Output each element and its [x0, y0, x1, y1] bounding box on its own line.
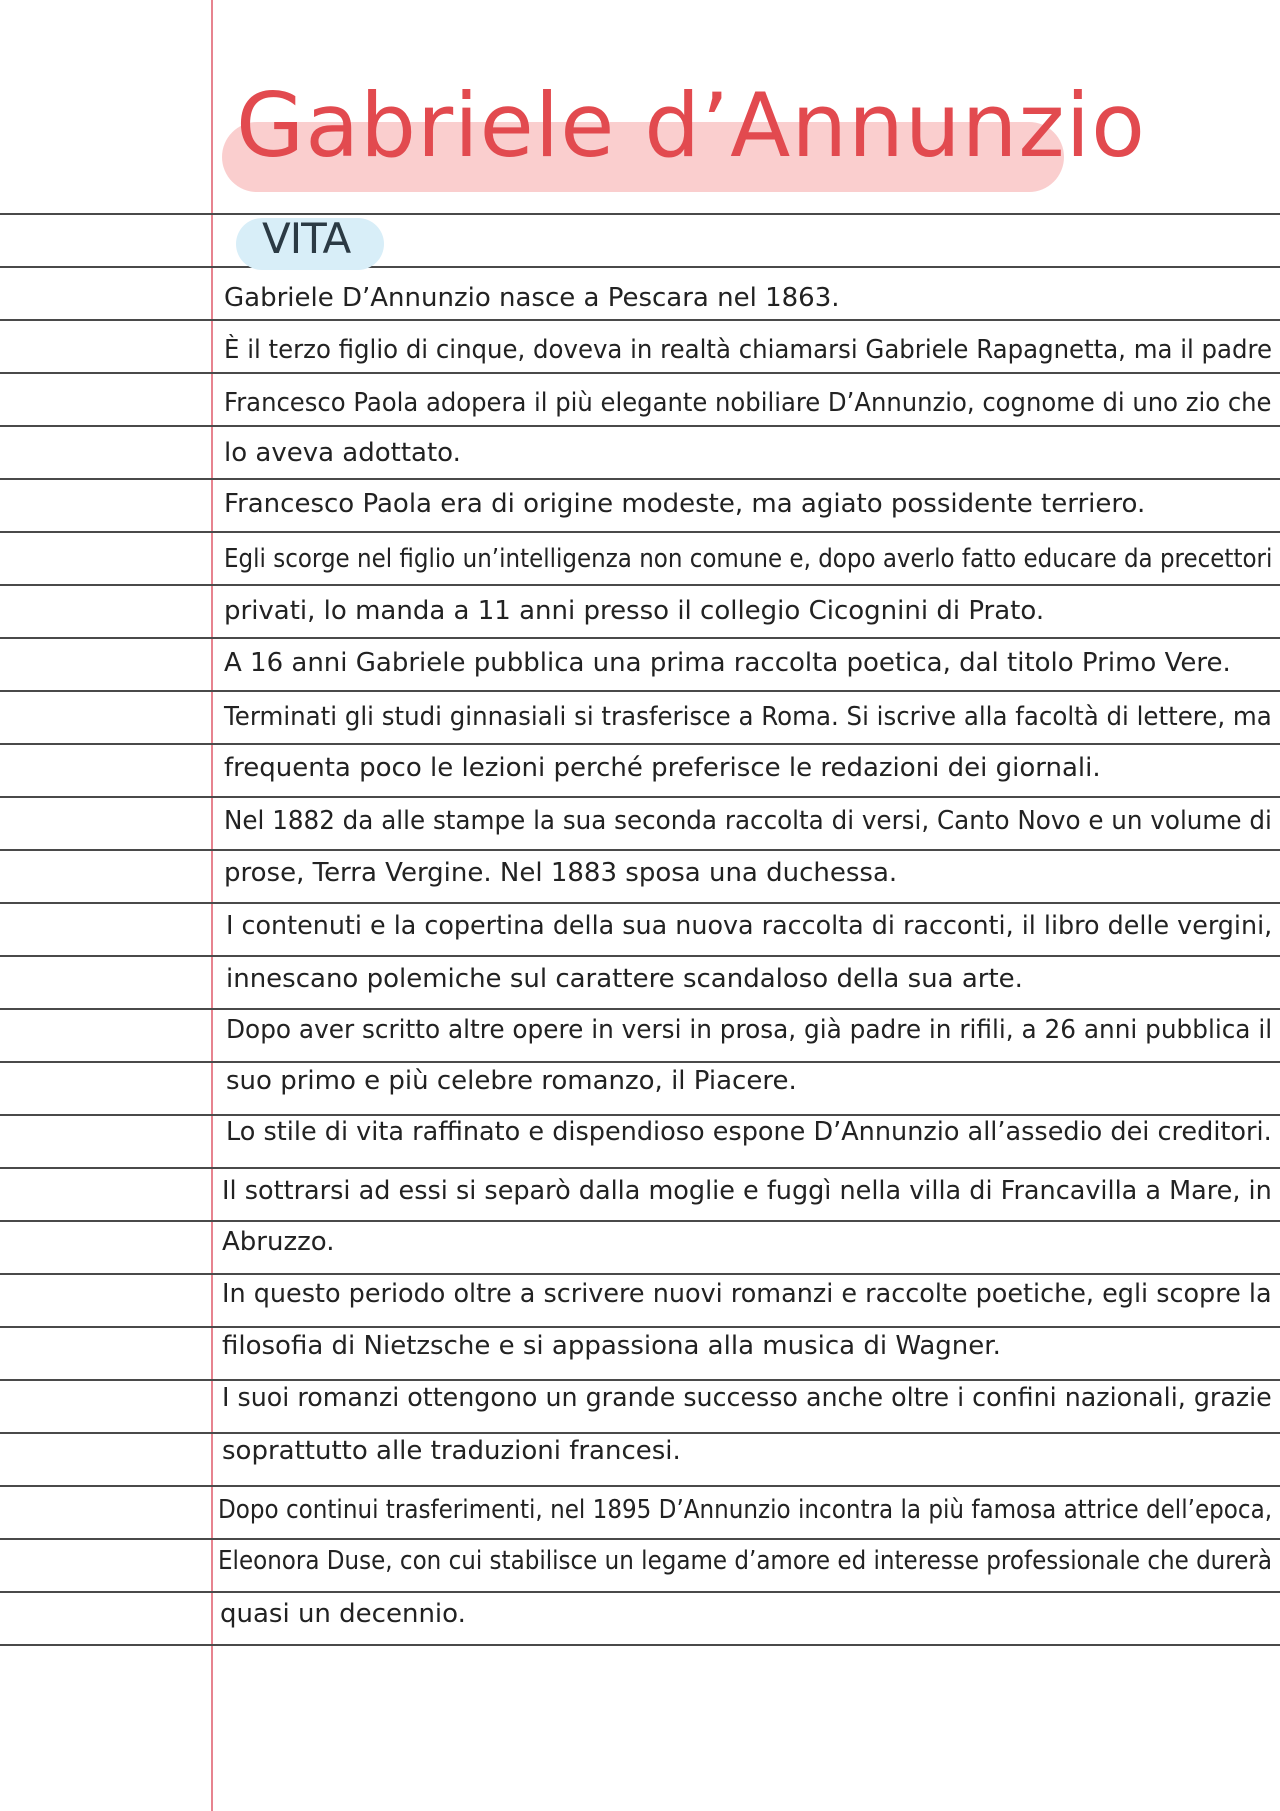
ruled-line [0, 1432, 1280, 1434]
ruled-line [0, 1273, 1280, 1275]
ruled-line [0, 584, 1280, 586]
text-line: Eleonora Duse, con cui stabilisce un legame d’amore ed interesse professionale che durerà [218, 1546, 1272, 1576]
ruled-line [0, 531, 1280, 533]
text-line: I suoi romanzi ottengono un grande successo anche oltre i confini nazionali, grazie [222, 1383, 1272, 1413]
text-line: filosofia di Nietzsche e si appassiona alla musica di Wagner. [222, 1331, 1001, 1361]
text-line: I contenuti e la copertina della sua nuova raccolta di racconti, il libro delle vergini, [226, 911, 1273, 941]
text-line: Nel 1882 da alle stampe la sua seconda raccolta di versi, Canto Novo e un volume di [224, 806, 1272, 836]
ruled-line [0, 425, 1280, 427]
ruled-line [0, 955, 1280, 957]
text-line: È il terzo figlio di cinque, doveva in realtà chiamarsi Gabriele Rapagnetta, ma il padre [224, 335, 1273, 365]
text-line: Francesco Paola era di origine modeste, ma agiato possidente terriero. [224, 489, 1146, 519]
ruled-line [0, 1326, 1280, 1328]
page-title: Gabriele d’Annunzio [236, 74, 1146, 177]
ruled-line [0, 1061, 1280, 1063]
ruled-line [0, 1008, 1280, 1010]
text-line: suo primo e più celebre romanzo, il Piacere. [226, 1066, 797, 1096]
section-heading: VITA [262, 214, 351, 263]
text-line: Terminati gli studi ginnasiali si trasferisce a Roma. Si iscrive alla facoltà di lettere, ma [224, 702, 1272, 732]
text-line: soprattutto alle traduzioni francesi. [222, 1436, 681, 1466]
text-line: Il sottrarsi ad essi si separò dalla moglie e fuggì nella villa di Francavilla a Mare, in [222, 1176, 1272, 1206]
ruled-line [0, 637, 1280, 639]
ruled-line [0, 1591, 1280, 1593]
title-block [222, 74, 1146, 200]
text-line: privati, lo manda a 11 anni presso il collegio Cicognini di Prato. [224, 596, 1045, 626]
text-line: Abruzzo. [222, 1227, 335, 1257]
text-line: innescano polemiche sul carattere scandaloso della sua arte. [226, 964, 1023, 994]
text-line: quasi un decennio. [220, 1599, 466, 1629]
ruled-line [0, 743, 1280, 745]
ruled-line [0, 1485, 1280, 1487]
ruled-line [0, 478, 1280, 480]
ruled-line [0, 213, 1280, 215]
text-line: prose, Terra Vergine. Nel 1883 sposa una duchessa. [224, 858, 898, 888]
ruled-line [0, 690, 1280, 692]
text-line: Dopo aver scritto altre opere in versi in prosa, già padre in rifili, a 26 anni pubblica il [226, 1015, 1273, 1045]
ruled-line [0, 1379, 1280, 1381]
ruled-line [0, 1114, 1280, 1116]
text-line: A 16 anni Gabriele pubblica una prima raccolta poetica, dal titolo Primo Vere. [224, 648, 1231, 678]
text-line: frequenta poco le lezioni perché preferisce le redazioni dei giornali. [224, 753, 1101, 783]
text-line: Gabriele D’Annunzio nasce a Pescara nel 1863. [224, 283, 840, 313]
ruled-line [0, 1167, 1280, 1169]
ruled-line [0, 1538, 1280, 1540]
ruled-line [0, 319, 1280, 321]
ruled-line [0, 902, 1280, 904]
ruled-line [0, 1220, 1280, 1222]
ruled-line [0, 372, 1280, 374]
ruled-line [0, 266, 1280, 268]
ruled-line [0, 849, 1280, 851]
text-line: Lo stile di vita raffinato e dispendioso espone D’Annunzio all’assedio dei creditori. [226, 1117, 1272, 1147]
text-line: Dopo continui trasferimenti, nel 1895 D’Annunzio incontra la più famosa attrice dell’epoca, [218, 1495, 1273, 1525]
text-line: Francesco Paola adopera il più elegante nobiliare D’Annunzio, cognome di uno zio che [224, 388, 1272, 418]
text-line: In questo periodo oltre a scrivere nuovi romanzi e raccolte poetiche, egli scopre la [222, 1279, 1272, 1309]
text-line: lo aveva adottato. [224, 438, 461, 468]
text-line: Egli scorge nel figlio un’intelligenza non comune e, dopo averlo fatto educare da precettori [224, 544, 1273, 574]
ruled-line [0, 1644, 1280, 1646]
ruled-line [0, 796, 1280, 798]
